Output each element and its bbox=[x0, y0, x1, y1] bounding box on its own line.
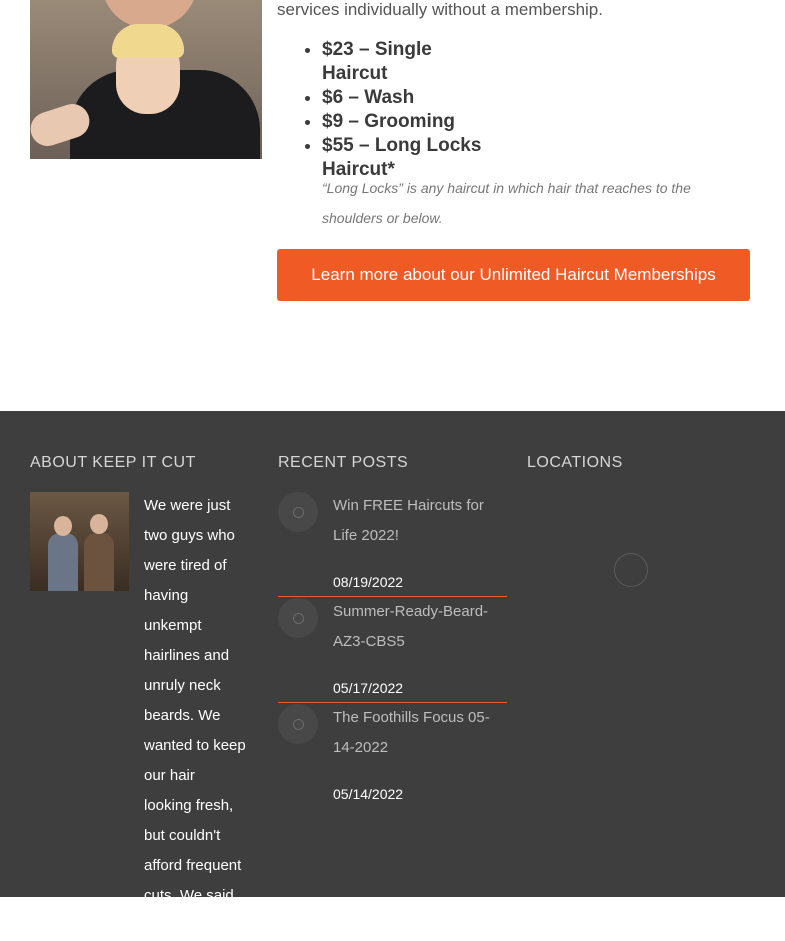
post-title[interactable]: Win FREE Haircuts for Life 2022! bbox=[333, 497, 484, 544]
post-thumbnail-icon[interactable] bbox=[278, 492, 318, 532]
price-list bbox=[298, 38, 502, 182]
footer bbox=[0, 411, 785, 934]
intro-text: services individually without a membership. bbox=[277, 0, 603, 19]
post-thumbnail-icon[interactable] bbox=[278, 598, 318, 638]
founders-photo bbox=[30, 492, 129, 591]
about-text: We were just two guys who were tired of having unkempt hairlines and unruly neck beards. We wanted to keep our hair looking fresh, but couldn't afford frequent cuts. We said “I bbox=[144, 497, 246, 934]
price-item-grooming: • $9 – Grooming bbox=[322, 110, 502, 134]
price-item-single-haircut: • $23 – Single Haircut bbox=[322, 38, 502, 86]
loading-spinner-icon bbox=[614, 553, 648, 587]
barber-child-photo bbox=[30, 0, 262, 159]
price-item-long-locks: • $55 – Long Locks Haircut* bbox=[322, 134, 502, 182]
post-date: 05/14/2022 bbox=[333, 786, 404, 802]
long-locks-note: “Long Locks” is any haircut in which hair that reaches to the shoulders or below. bbox=[322, 180, 691, 226]
post-title[interactable]: The Foothills Focus 05-14-2022 bbox=[333, 709, 490, 756]
price-item-wash: • $6 – Wash bbox=[322, 86, 502, 110]
post-date: 05/17/2022 bbox=[333, 680, 404, 696]
post-thumbnail-icon[interactable] bbox=[278, 704, 318, 744]
about-heading: ABOUT KEEP IT CUT bbox=[30, 454, 196, 471]
memberships-button[interactable]: Learn more about our Unlimited Haircut Memberships bbox=[277, 249, 750, 301]
recent-posts-heading: RECENT POSTS bbox=[278, 454, 409, 471]
post-date: 08/19/2022 bbox=[333, 574, 404, 590]
post-title[interactable]: Summer-Ready-Beard-AZ3-CBS5 bbox=[333, 603, 489, 650]
locations-heading: LOCATIONS bbox=[527, 454, 623, 471]
